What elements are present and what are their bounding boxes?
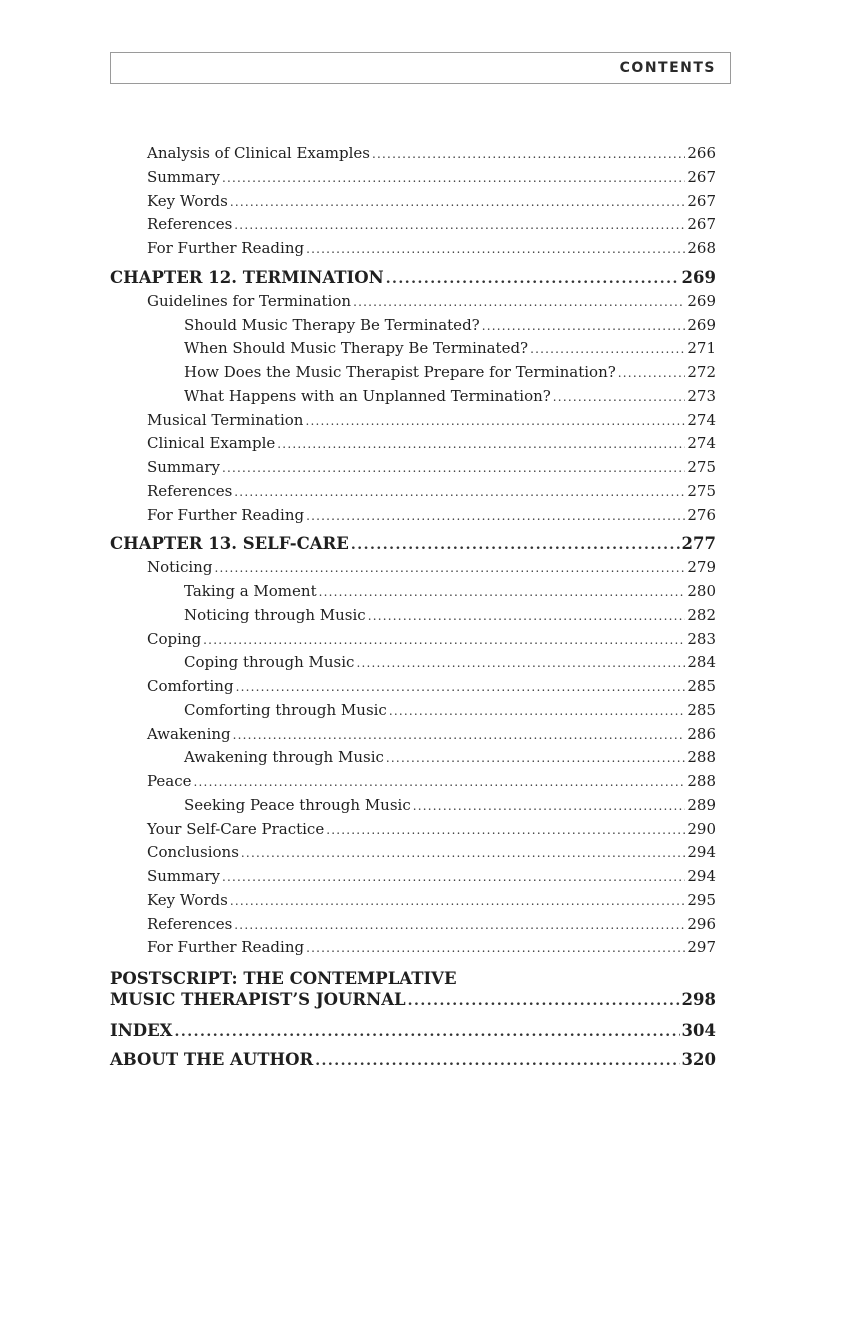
toc-entry-label: For Further Reading	[147, 938, 305, 957]
toc-entry-label: For Further Reading	[147, 505, 305, 524]
toc-subentry[interactable]	[110, 699, 716, 723]
toc-postscript-line1: POSTSCRIPT: THE CONTEMPLATIVE	[110, 969, 457, 988]
dot-leader	[356, 652, 685, 676]
dot-leader	[234, 214, 685, 238]
toc-entry-page: 280	[687, 582, 716, 600]
toc-entry[interactable]	[110, 865, 716, 889]
toc-entry-page: 297	[687, 938, 716, 957]
toc-entry-page: 272	[687, 363, 716, 381]
dot-leader	[230, 191, 686, 215]
toc-entry-label: Summary	[147, 167, 220, 186]
toc-entry-label: How Does the Music Therapist Prepare for Termination?	[184, 363, 616, 381]
toc-entry-page: 296	[687, 914, 716, 933]
toc-entry-page: 288	[687, 772, 716, 790]
running-header	[110, 52, 731, 84]
toc-entry-label: Awakening	[147, 724, 231, 743]
toc-entry[interactable]	[110, 190, 716, 214]
toc-entry-label: Noticing	[147, 558, 213, 577]
toc-entry-page: 267	[687, 167, 716, 186]
toc-chapter-label: CHAPTER 12. TERMINATION	[110, 267, 384, 287]
dot-leader	[326, 819, 685, 843]
toc-entry-label: Key Words	[147, 890, 228, 909]
dot-leader	[222, 866, 685, 890]
toc-postscript[interactable]	[110, 985, 716, 1014]
toc-entry[interactable]	[110, 936, 716, 960]
toc-entry-page: 271	[687, 339, 716, 358]
toc-about-the-author[interactable]	[110, 1043, 716, 1072]
dot-leader	[222, 167, 685, 191]
toc-entry-page: 285	[687, 677, 716, 695]
toc-entry-label: Comforting	[147, 677, 234, 695]
toc-entry[interactable]	[110, 290, 716, 314]
toc-entry[interactable]	[110, 432, 716, 456]
toc-entry-label: Summary	[147, 867, 220, 885]
toc-entry-label: Summary	[147, 458, 220, 476]
toc-entry-page: 285	[687, 700, 716, 719]
toc-entry-page: 286	[687, 724, 716, 743]
dot-leader	[203, 629, 685, 653]
toc-entry[interactable]	[110, 456, 716, 480]
toc-chapter-label: MUSIC THERAPIST’S JOURNAL	[110, 990, 406, 1009]
toc-entry-label: Guidelines for Termination	[147, 291, 352, 310]
dot-leader	[306, 505, 685, 529]
toc-entry-page: 269	[687, 315, 716, 334]
toc-subentry[interactable]	[110, 794, 716, 818]
dot-leader	[241, 842, 685, 866]
toc-subentry[interactable]	[110, 604, 716, 628]
dot-leader	[353, 291, 685, 315]
dot-leader	[230, 890, 686, 914]
toc-chapter-label: CHAPTER 13. SELF-CARE	[110, 534, 349, 554]
toc-entry-page: 266	[687, 144, 716, 162]
toc-entry-page: 283	[687, 629, 716, 648]
toc-entry[interactable]	[110, 142, 716, 166]
toc-entry-page: 275	[687, 481, 716, 500]
toc-entry-page: 274	[687, 410, 716, 429]
toc-entry-page: 276	[687, 505, 716, 524]
toc-subentry[interactable]	[110, 314, 716, 338]
dot-leader	[413, 795, 686, 819]
dot-leader	[222, 457, 685, 481]
toc-subentry[interactable]	[110, 651, 716, 675]
toc-subentry[interactable]	[110, 746, 716, 770]
toc-entry[interactable]	[110, 237, 716, 261]
toc-chapter-label: ABOUT THE AUTHOR	[110, 1050, 314, 1069]
toc-entry-label: Noticing through Music	[184, 605, 366, 624]
toc-entry-page: 294	[687, 867, 716, 885]
toc-entry-page: 295	[687, 890, 716, 909]
dot-leader	[277, 433, 685, 457]
toc-entry-page: 274	[687, 434, 716, 453]
toc-entry[interactable]	[110, 166, 716, 190]
toc-chapter-page: 269	[681, 267, 716, 287]
toc-entry-label: Key Words	[147, 191, 228, 210]
toc-chapter-page: 320	[681, 1050, 716, 1069]
toc-entry-page: 284	[687, 653, 716, 672]
toc-entry-page: 288	[687, 748, 716, 767]
toc-chapter-page: 298	[681, 990, 716, 1009]
dot-leader	[234, 481, 685, 505]
dot-leader	[233, 724, 686, 748]
toc-entry[interactable]	[110, 913, 716, 937]
toc-entry-page: 294	[687, 843, 716, 862]
dot-leader	[315, 1045, 679, 1078]
running-header-title: CONTENTS	[619, 60, 716, 76]
toc-entry[interactable]	[110, 556, 716, 580]
dot-leader	[618, 362, 686, 386]
toc-entry[interactable]	[110, 818, 716, 842]
toc-entry-label: Clinical Example	[147, 434, 276, 453]
table-of-contents	[110, 142, 716, 1072]
toc-entry-label: References	[147, 481, 233, 500]
toc-entry-label: Conclusions	[147, 843, 239, 862]
toc-entry[interactable]	[110, 723, 716, 747]
dot-leader	[305, 410, 685, 434]
toc-entry[interactable]	[110, 504, 716, 528]
toc-entry-page: 273	[687, 386, 716, 405]
dot-leader	[368, 605, 686, 629]
toc-chapter-13[interactable]	[110, 527, 716, 556]
toc-entry[interactable]	[110, 628, 716, 652]
toc-subentry[interactable]	[110, 580, 716, 604]
toc-entry-page: 275	[687, 458, 716, 476]
toc-entry-label: Taking a Moment	[184, 582, 317, 600]
toc-entry-page: 282	[687, 605, 716, 624]
toc-entry-label: Coping through Music	[184, 653, 355, 672]
toc-entry-label: References	[147, 215, 233, 234]
dot-leader	[389, 700, 686, 724]
toc-entry-page: 267	[687, 215, 716, 234]
dot-leader	[306, 238, 685, 262]
toc-index[interactable]	[110, 1014, 716, 1043]
dot-leader	[194, 771, 686, 795]
toc-entry-label: Coping	[147, 629, 202, 648]
dot-leader	[214, 557, 685, 581]
toc-entry-label: Analysis of Clinical Examples	[147, 144, 371, 162]
toc-entry-label: Seeking Peace through Music	[184, 795, 411, 814]
toc-entry-label: Awakening through Music	[184, 748, 384, 767]
toc-entry-page: 290	[687, 819, 716, 838]
toc-entry[interactable]	[110, 841, 716, 865]
toc-entry[interactable]	[110, 409, 716, 433]
toc-entry-page: 267	[687, 191, 716, 210]
toc-entry[interactable]	[110, 675, 716, 699]
dot-leader	[236, 676, 686, 700]
dot-leader	[482, 315, 686, 339]
dot-leader	[386, 747, 685, 771]
toc-chapter-label: INDEX	[110, 1021, 173, 1040]
toc-entry-label: References	[147, 914, 233, 933]
toc-chapter-12[interactable]	[110, 261, 716, 290]
toc-chapter-page: 277	[681, 534, 716, 554]
dot-leader	[234, 914, 685, 938]
toc-entry-label: Musical Termination	[147, 410, 304, 429]
toc-entry-page: 279	[687, 558, 716, 577]
toc-subentry[interactable]	[110, 385, 716, 409]
toc-subentry[interactable]	[110, 337, 716, 361]
dot-leader	[372, 143, 685, 167]
dot-leader	[553, 386, 686, 410]
dot-leader	[408, 987, 680, 1016]
dot-leader	[319, 581, 686, 605]
dot-leader	[530, 338, 685, 362]
toc-entry[interactable]	[110, 480, 716, 504]
toc-entry-label: Should Music Therapy Be Terminated?	[184, 315, 480, 334]
toc-entry-label: Comforting through Music	[184, 700, 387, 719]
toc-entry-label: For Further Reading	[147, 239, 305, 257]
toc-entry-label: When Should Music Therapy Be Terminated?	[184, 339, 529, 358]
dot-leader	[306, 937, 685, 961]
toc-entry-page: 268	[687, 239, 716, 257]
toc-entry-label: Peace	[147, 772, 192, 790]
toc-entry[interactable]	[110, 889, 716, 913]
toc-subentry[interactable]	[110, 361, 716, 385]
toc-entry[interactable]	[110, 213, 716, 237]
toc-entry[interactable]	[110, 770, 716, 794]
toc-entry-label: Your Self-Care Practice	[147, 819, 325, 838]
toc-entry-label: What Happens with an Unplanned Termination?	[184, 386, 551, 405]
toc-chapter-page: 304	[681, 1021, 716, 1040]
toc-entry-page: 289	[687, 795, 716, 814]
toc-entry-page: 269	[687, 291, 716, 310]
